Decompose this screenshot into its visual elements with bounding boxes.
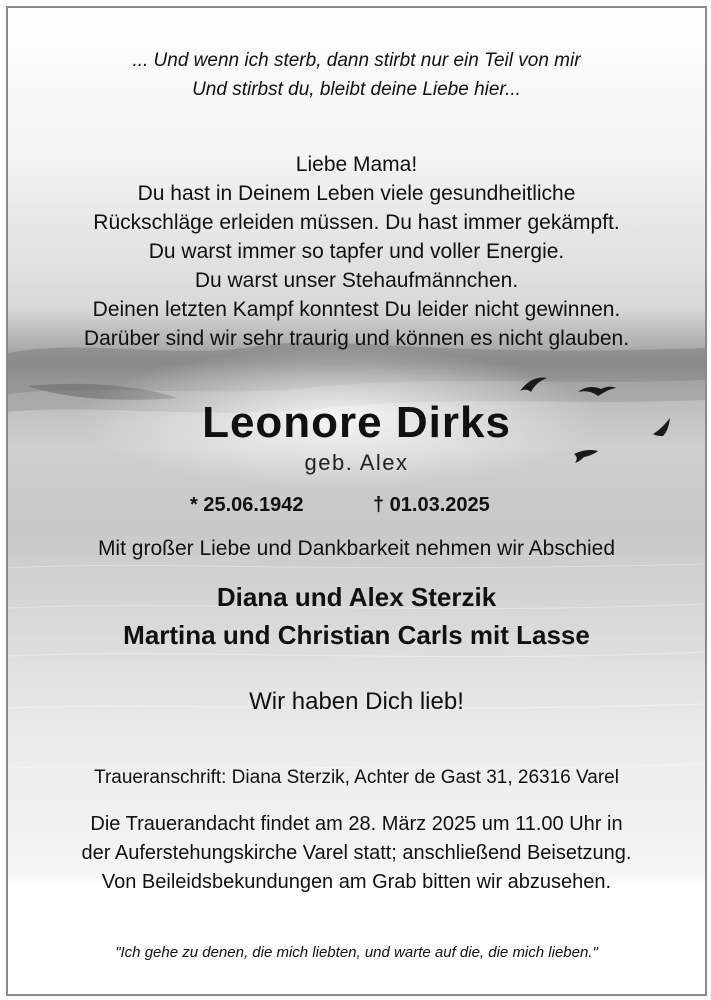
- message-line: Du warst unser Stehaufmännchen.: [194, 269, 519, 292]
- mourning-address: Traueranschrift: Diana Sterzik, Achter de Gast 31, 26316 Varel: [94, 767, 619, 788]
- message-line: Deinen letzten Kampf konntest Du leider nicht gewinnen.: [92, 298, 621, 321]
- service-line-3: Von Beileidsbekundungen am Grab bitten wir abzusehen.: [101, 871, 612, 893]
- love-line: Wir haben Dich lieb!: [249, 688, 464, 715]
- message-line: Du hast in Deinem Leben viele gesundheitliche: [137, 182, 576, 205]
- deceased-name: Leonore Dirks: [202, 398, 511, 447]
- message-line: Darüber sind wir sehr traurig und können es nicht glauben.: [83, 327, 630, 350]
- death-date: † 01.03.2025: [373, 494, 490, 516]
- service-line-1: Die Trauerandacht findet am 28. März 2025 um 11.00 Uhr in: [90, 813, 623, 835]
- service-line-2: der Auferstehungskirche Varel statt; anschließend Beisetzung.: [81, 842, 632, 864]
- message-line: Du warst immer so tapfer und voller Energie.: [148, 240, 565, 263]
- mourners: [8, 578, 705, 654]
- verse-line-2: Und stirbst du, bleibt deine Liebe hier...: [192, 79, 521, 100]
- opening-verse: [8, 46, 705, 104]
- service-info: [8, 810, 705, 897]
- mourners-line-1: Diana und Alex Sterzik: [216, 582, 497, 612]
- birth-name: geb. Alex: [304, 450, 409, 475]
- message-line: Liebe Mama!: [295, 153, 418, 176]
- message-line: Rückschläge erleiden müssen. Du hast immer gekämpft.: [93, 211, 620, 234]
- birth-date: * 25.06.1942: [190, 494, 304, 516]
- verse-line-1: ... Und wenn ich sterb, dann stirbt nur ein Teil von mir: [132, 50, 581, 71]
- mourners-line-2: Martina und Christian Carls mit Lasse: [123, 620, 590, 650]
- obituary-card: [6, 6, 707, 996]
- closing-quote: "Ich gehe zu denen, die mich liebten, und warte auf die, die mich lieben.": [115, 944, 598, 961]
- personal-message: [8, 150, 705, 353]
- farewell-line: Mit großer Liebe und Dankbarkeit nehmen wir Abschied: [97, 537, 616, 560]
